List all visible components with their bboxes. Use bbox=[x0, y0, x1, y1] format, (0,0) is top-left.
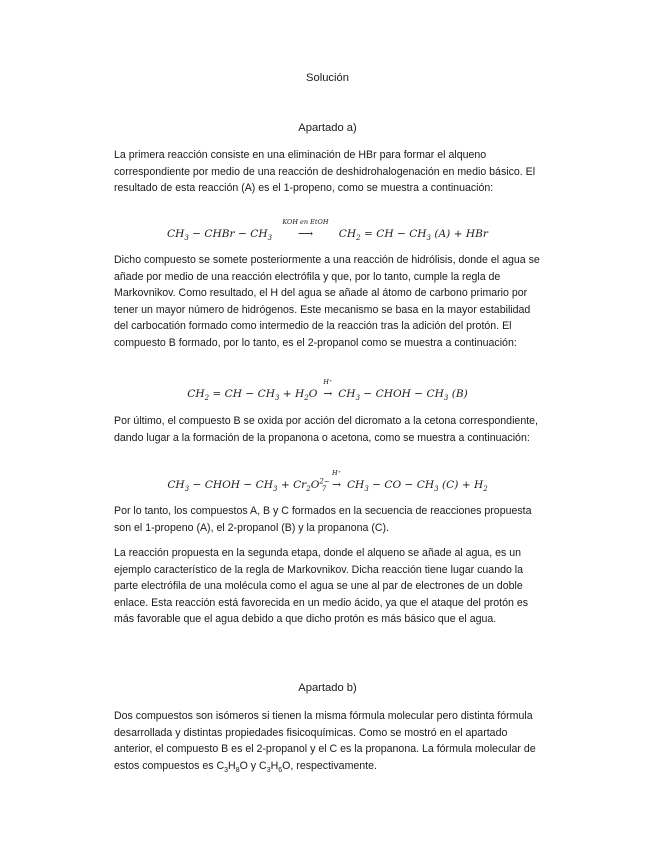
paragraph-1: La primera reacción consiste en una eliminación de HBr para formar el alqueno correspondiente por medio de una reacción de deshidrohalogenación en medio básico. El resultado de esta reacción (A) es el 1-propeno, como se muestra a continuación: bbox=[114, 149, 536, 195]
reaction-arrow: H⁺ → bbox=[332, 469, 342, 491]
formula-2-propanol: $C_3H_8O$ bbox=[216, 759, 248, 774]
section-b-heading: Apartado b) bbox=[298, 682, 357, 694]
reaction-arrow: H⁺ → bbox=[323, 378, 333, 400]
paragraph-4: Por lo tanto, los compuestos A, B y C formados en la secuencia de reacciones propuesta son el 1-propeno (A), el 2-propanol (B) y la propanona (C). bbox=[114, 505, 532, 534]
equation-2: $CH_2$ = CH − $CH_3 + H_2O$ H⁺ → $CH_3$ − CHOH − $CH_3$ (B) bbox=[187, 378, 468, 403]
paragraph-5: La reacción propuesta en la segunda etapa, donde el alqueno se añade al agua, es un ejemplo característico de la regla de Markovnikov. Dicha reacción tiene lugar cuando la parte electrófila de una molécula como el agua se une al par de electrones de un doble enlace. Esta reacción está favorecida en un medio ácido, ya que el ataque del protón es más favorable que el agua debido a que dicho protón es más básico que el agua. bbox=[114, 547, 529, 626]
section-a-heading: Apartado a) bbox=[298, 122, 357, 134]
paragraph-3: Por último, el compuesto B se oxida por acción del dicromato a la cetona correspondiente, dando lugar a la formación de la propanona o acetona, como se muestra a continuación: bbox=[114, 415, 538, 444]
paragraph-2: Dicho compuesto se somete posteriormente a una reacción de hidrólisis, donde el agua se añade por medio de una reacción electrófila y que, por lo tanto, cumple la regla de Markovnikov. Como resultado, el H del agua se añade al átomo de carbono primario por tener un mayor número de hidrógenos. Este mecanismo se basa en la mayor estabilidad del carbocatión formado como intermedio de la reacción tras la adición del protón. El compuesto B formado, por lo tanto, es el 2-propanol como se muestra a continuación: bbox=[114, 254, 540, 349]
formula-propanona: $C_3H_6O$ bbox=[259, 759, 291, 774]
paragraph-6: Dos compuestos son isómeros si tienen la misma fórmula molecular pero distinta fórmula desarrollada y distintas propiedades fisicoquímicas. Como se mostró en el apartado anterior, el compuesto B es el 2-propanol y el C es la propanona. La fórmula molecular de estos compuestos es $C_3H_8O$ y $C_3H_6O$, respectivamente. bbox=[114, 710, 536, 774]
page-title: Solución bbox=[306, 72, 349, 84]
equation-1: $CH_3$ − CHBr − $CH_3$ KOH en EtOH ⟶ $CH_2$ = CH − $CH_3$ (A) + HBr bbox=[166, 218, 488, 243]
reaction-arrow: KOH en EtOH ⟶ bbox=[282, 218, 329, 240]
equation-3: $CH_3$ − CHOH − $CH_3 + Cr_2O^{2-}_7$ H⁺ → $CH_3$ − CO − $CH_3$ $(C) + H_2$ bbox=[167, 469, 488, 494]
